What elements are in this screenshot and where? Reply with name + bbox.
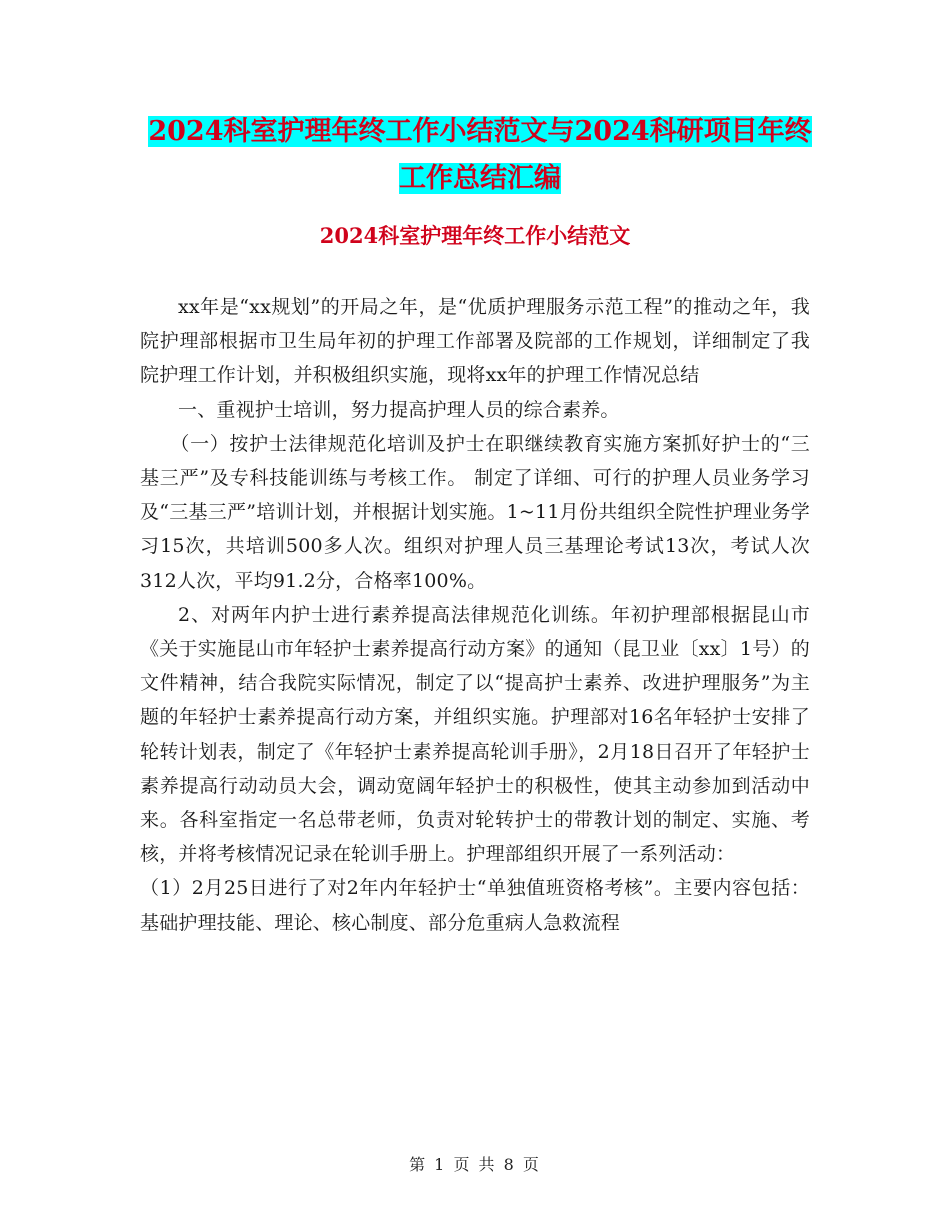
section-title: 2024科室护理年终工作小结范文: [319, 223, 631, 248]
page-footer: 第 1 页 共 8 页: [409, 1155, 541, 1174]
paragraph-heading-1: 一、重视护士培训，努力提高护理人员的综合素养。: [178, 398, 620, 421]
paragraph-young-nurses: 2、对两年内护士进行素养提高法律规范化训练。年初护理部根据昆山市《关于实施昆山市年轻护士素养提高行动方案》的通知（昆卫业〔xx〕1号）的文件精神，结合我院实际情况，制定了以“提高护士素养、改进护理服务”为主题的年轻护士素养提高行动方案，并组织实施。护理部对16名年轻护士安排了轮转计划表，制定了《年轻护士素养提高轮训手册》，2月18日召开了年轻护士素养提高行动动员大会，调动宽阔年轻护士的积极性，使其主动参加到活动中来。各科室指定一名总带老师，负责对轮转护士的带教计划的制定、实施、考核，并将考核情况记录在轮训手册上。护理部组织开展了一系列活动：: [140, 603, 810, 866]
paragraph-intro: xx年是“xx规划”的开局之年，是“优质护理服务示范工程”的推动之年，我院护理部根据市卫生局年初的护理工作部署及院部的工作规划，详细制定了我院护理工作计划，并积极组织实施，现将xx年的护理工作情况总结: [140, 296, 810, 387]
document-title-text: 2024科室护理年终工作小结范文与2024科研项目年终工作总结汇编: [148, 116, 812, 194]
paragraph-assessment: （1）2月25日进行了对2年内年轻护士“单独值班资格考核”。主要内容包括：基础护理技能、理论、核心制度、部分危重病人急救流程: [140, 877, 810, 934]
document-body: [140, 290, 810, 940]
document-title: [140, 108, 820, 202]
paragraph-training: （一）按护士法律规范化培训及护士在职继续教育实施方案抓好护士的“三基三严”及专科技能训练与考核工作。 制定了详细、可行的护理人员业务学习及“三基三严”培训计划，并根据计划实施。1~11月份共组织全院性护理业务学习15次，共培训500多人次。组织对护理人员三基理论考试13次，考试人次312人次，平均91.2分，合格率100%。: [140, 432, 810, 592]
